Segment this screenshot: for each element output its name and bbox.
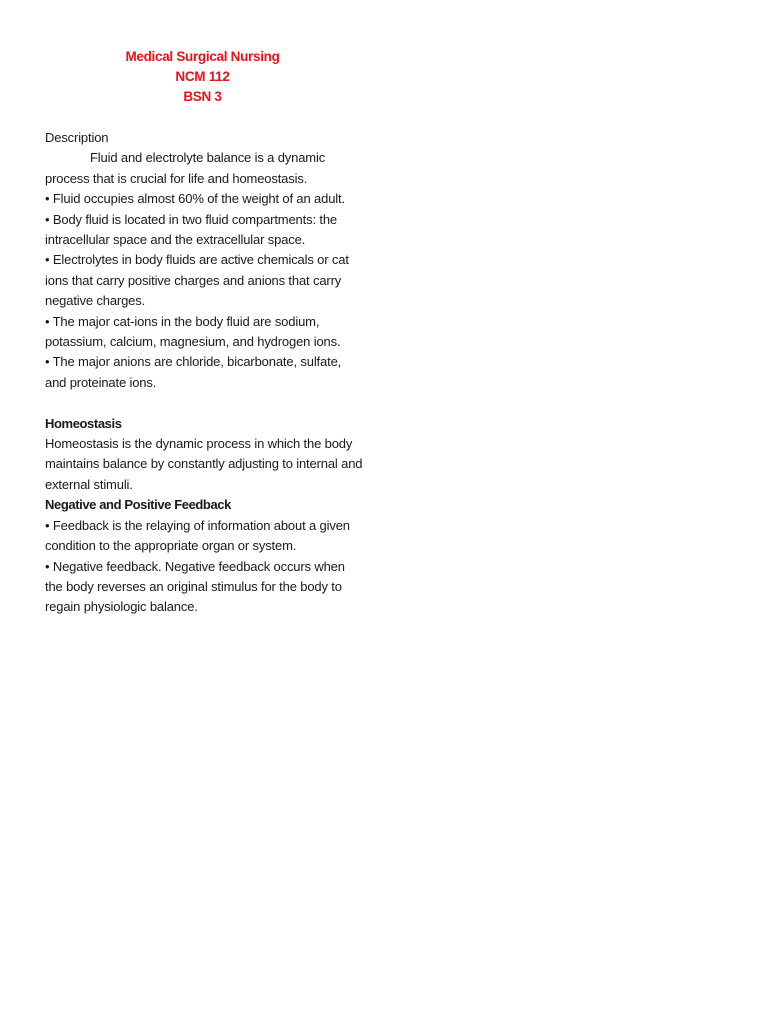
feedback-heading: Negative and Positive Feedback [45,497,231,513]
description-intro: Fluid and electrolyte balance is a dynamic process that is crucial for life and homeostasis. [45,150,326,186]
feedback-bullet: • Feedback is the relaying of information about a given condition to the appropriate organ or system. [45,517,350,554]
description-bullet: • Fluid occupies almost 60% of the weight of an adult. [45,191,345,207]
document-body [45,128,365,618]
document-header [45,47,360,107]
section-label: BSN 3 [183,89,222,104]
homeostasis-body: Homeostasis is the dynamic process in which the body maintains balance by constantly adjusting to internal and external stimuli. [45,436,363,492]
description-bullet: • Body fluid is located in two fluid compartments: the intracellular space and the extracellular space. [45,211,337,248]
paragraph-spacer [45,393,365,413]
homeostasis-heading: Homeostasis [45,415,122,431]
course-title: Medical Surgical Nursing [125,49,280,64]
description-bullet: • The major cat-ions in the body fluid are sodium, potassium, calcium, magnesium, and hydrogen ions. [45,313,341,350]
description-bullet: • The major anions are chloride, bicarbonate, sulfate, and proteinate ions. [45,354,342,390]
feedback-bullet: • Negative feedback. Negative feedback occurs when the body reverses an original stimulus for the body to regain physiologic balance. [45,558,345,615]
course-code: NCM 112 [175,69,230,84]
description-bullet: • Electrolytes in body fluids are active chemicals or cat ions that carry positive charges and anions that carry negative charges. [45,252,349,309]
description-heading: Description [45,130,109,145]
